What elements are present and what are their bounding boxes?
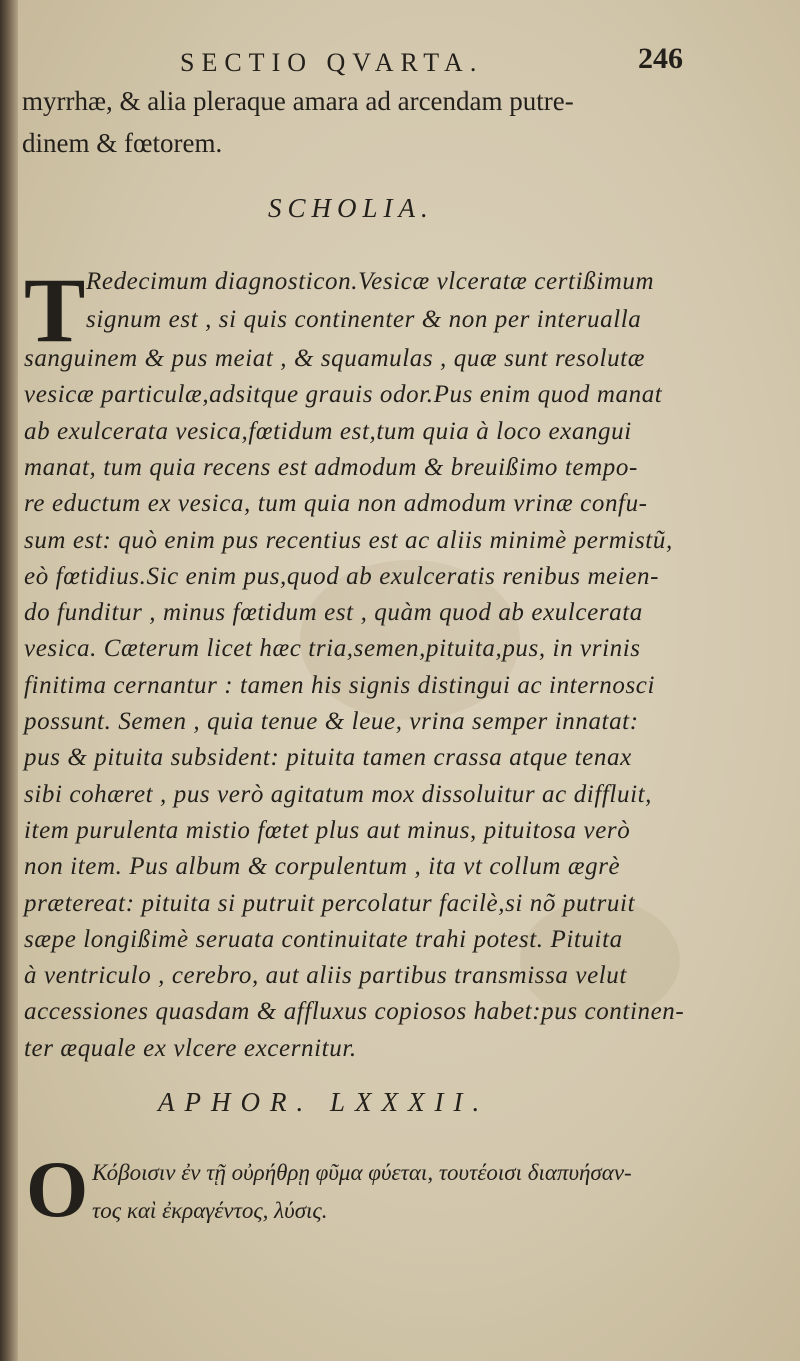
text-line: eò fœtidius.Sic enim pus,quod ab exulceratis renibus meien- — [24, 563, 660, 590]
drop-cap: O — [26, 1146, 89, 1234]
text-line: non item. Pus album & corpulentum , ita vt collum ægrè — [24, 853, 621, 880]
text-line: vesica. Cæterum licet hæc tria,semen,pituita,pus, in vrinis — [24, 635, 641, 662]
page-number: 246 — [638, 42, 683, 75]
text-line: myrrhæ, & alia pleraque amara ad arcendam putre- — [22, 86, 574, 116]
text-line: sum est: quò enim pus recentius est ac aliis minimè permistũ, — [24, 527, 673, 554]
aphorism-heading: APHOR. LXXXII. — [158, 1087, 490, 1117]
text-line: finitima cernantur : tamen his signis distingui ac internosci — [24, 672, 656, 699]
text-line: possunt. Semen , quia tenue & leue, vrina semper innatat: — [24, 708, 639, 735]
book-gutter — [0, 0, 18, 1361]
page-header — [0, 42, 800, 82]
text-line: ter æquale ex vlcere excernitur. — [24, 1035, 357, 1062]
text-line: sibi cohæret , pus verò agitatum mox dissoluitur ac diffluit, — [24, 781, 653, 808]
text-line: accessiones quasdam & affluxus copiosos habet:pus continen- — [24, 998, 685, 1025]
text-line: item purulenta mistio fœtet plus aut minus, pituitosa verò — [24, 817, 631, 844]
greek-text-line: τος καὶ ἐκραγέντος, λύσις. — [92, 1198, 328, 1223]
text-line: ab exulcerata vesica,fœtidum est,tum quia à loco exangui — [24, 418, 632, 445]
text-line: sæpe longißimè seruata continuitate trahi potest. Pituita — [24, 926, 623, 953]
text-line: do funditur , minus fœtidum est , quàm quod ab exulcerata — [24, 599, 643, 626]
text-line: sanguinem & pus meiat , & squamulas , quæ sunt resolutæ — [24, 345, 645, 372]
text-line: prætereat: pituita si putruit percolatur facilè,si nõ putruit — [24, 890, 636, 917]
text-line: vesicæ particulæ,adsitque grauis odor.Pus enim quod manat — [24, 381, 663, 408]
text-line: dinem & fœtorem. — [22, 128, 223, 158]
drop-cap: T — [24, 259, 86, 361]
text-line: à ventriculo , cerebro, aut aliis partibus transmissa velut — [24, 962, 627, 989]
text-line: pus & pituita subsident: pituita tamen crassa atque tenax — [24, 744, 632, 771]
text-line: manat, tum quia recens est admodum & breuißimo tempo- — [24, 454, 638, 481]
text-line: Redecimum diagnosticon.Vesicæ vlceratæ certißimum — [86, 268, 655, 295]
greek-text-line: Κόβοισιν ἐν τῇ οὐρήθρῃ φῦμα φύεται, τουτέοισι διαπυήσαν- — [92, 1160, 632, 1185]
text-line: signum est , si quis continenter & non per interualla — [86, 306, 642, 333]
running-head: SECTIO QVARTA. — [180, 48, 484, 77]
text-line: re eductum ex vesica, tum quia non admodum vrinæ confu- — [24, 490, 648, 517]
scholia-heading: SCHOLIA. — [268, 193, 434, 223]
